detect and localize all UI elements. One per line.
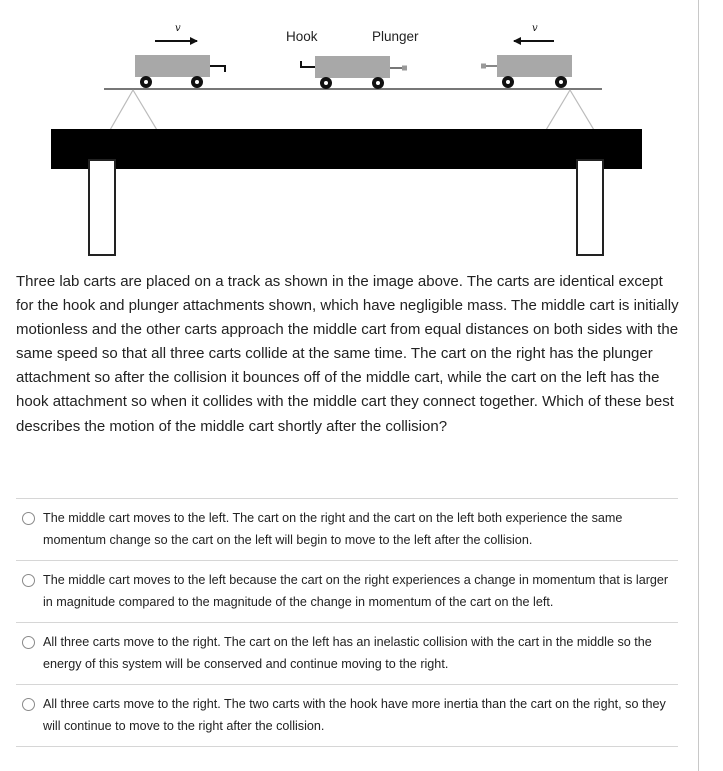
answer-option-label: All three carts move to the right. The cart on the left has an inelastic collision with the cart in the middle so the energy of this system will be conserved and continue moving to the right. — [43, 635, 652, 671]
cart-track-figure — [0, 0, 698, 262]
left-cart-velocity-label: v — [175, 23, 181, 34]
table-leg-right — [577, 160, 603, 255]
answer-option-2[interactable] — [16, 561, 678, 623]
answer-option-1[interactable] — [16, 499, 678, 561]
track-supports — [110, 90, 594, 130]
answer-option-4[interactable] — [16, 685, 678, 747]
answer-list — [16, 498, 678, 747]
plunger-label: Plunger — [372, 29, 419, 44]
table-leg-left — [89, 160, 115, 255]
question-text: Three lab carts are placed on a track as shown in the image above. The carts are identical except for the hook and plunger attachments shown, which have negligible mass. The middle cart is initially motionless and the other carts approach the middle cart from equal distances on both sides with the same speed so that all three carts collide at the same time. The cart on the right has the plunger attachment so after the collision it bounces off of the middle cart, while the cart on the left has the hook attachment so when it collides with the middle cart they connect together. Which of these best describes the motion of the middle cart shortly after the collision? — [16, 273, 679, 435]
right-cart-velocity-label: v — [532, 23, 538, 34]
hook-attachment-middle-cart — [301, 61, 315, 67]
radio-button-icon[interactable] — [22, 512, 35, 525]
hook-attachment-left-cart — [210, 66, 225, 72]
left-cart — [135, 55, 225, 88]
page-right-border — [698, 0, 699, 771]
radio-button-icon[interactable] — [22, 698, 35, 711]
answer-option-label: The middle cart moves to the left. The cart on the right and the cart on the left both experience the same momentum change so the cart on the left will begin to move to the left after the collision. — [43, 511, 623, 547]
radio-button-icon[interactable] — [22, 636, 35, 649]
table-top — [51, 129, 642, 169]
answer-option-label: All three carts move to the right. The two carts with the hook have more inertia than the cart on the right, so they will continue to move to the right after the collision. — [43, 697, 666, 733]
answer-option-3[interactable] — [16, 623, 678, 685]
hook-label: Hook — [286, 29, 318, 44]
middle-cart — [301, 56, 407, 89]
right-cart — [481, 55, 572, 88]
radio-button-icon[interactable] — [22, 574, 35, 587]
answer-option-label: The middle cart moves to the left because the cart on the right experiences a change in momentum that is larger in magnitude compared to the magnitude of the change in momentum of the cart on the left. — [43, 573, 669, 609]
